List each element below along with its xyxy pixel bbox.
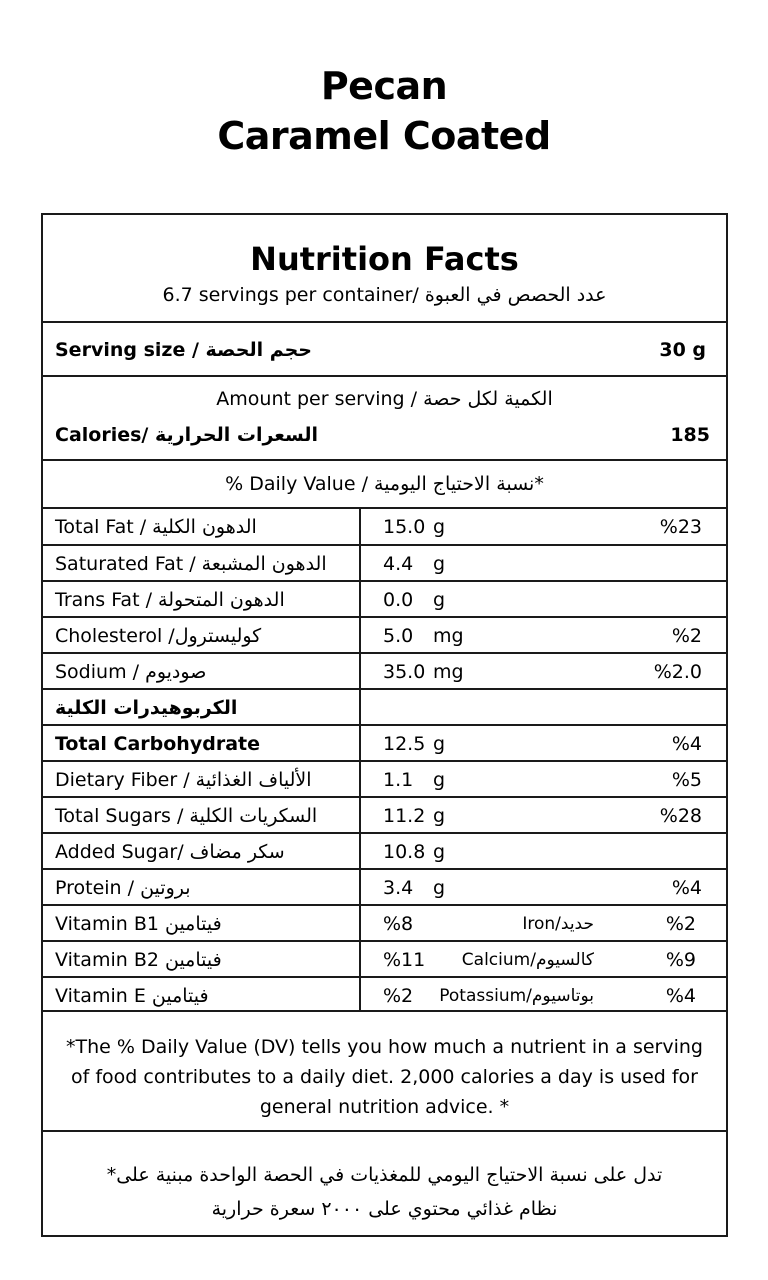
calories-section xyxy=(43,377,726,461)
vitamin-name: Vitamin B2 فيتامين xyxy=(55,949,222,971)
nutrient-unit: g xyxy=(433,805,446,827)
mineral-daily-value: %9 xyxy=(665,949,696,971)
nutrition-header xyxy=(43,215,726,323)
nutrient-name: Added Sugar/ سكر مضاف xyxy=(55,841,285,863)
nutrient-name: Cholesterol /كوليسترول xyxy=(55,625,262,647)
serving-size-label: Serving size / حجم الحصة xyxy=(55,339,313,361)
nutrient-unit: g xyxy=(433,516,446,538)
serving-size-row xyxy=(43,323,726,377)
vitamin-row xyxy=(43,906,726,942)
nutrient-row xyxy=(43,546,726,582)
serving-size-value: 30 g xyxy=(659,339,706,361)
nutrient-unit: g xyxy=(433,589,446,611)
nutrient-row xyxy=(43,726,726,762)
nutrient-name: Total Fat / الدهون الكلية xyxy=(55,516,257,538)
nutrient-unit: g xyxy=(433,769,446,791)
nutrient-amount: 10.8 xyxy=(383,841,426,863)
nutrient-daily-value: %2 xyxy=(671,625,702,647)
nutrient-row xyxy=(43,762,726,798)
product-title-line2: Caramel Coated xyxy=(217,114,551,158)
nutrient-name: Sodium / صوديوم xyxy=(55,661,207,683)
footnote-arabic xyxy=(63,1158,706,1226)
calories-label: Calories/ السعرات الحرارية xyxy=(55,424,318,446)
vitamin-row xyxy=(43,978,726,1012)
product-title-line1: Pecan xyxy=(320,64,448,108)
nutrient-unit: mg xyxy=(433,625,464,647)
nutrient-daily-value: %28 xyxy=(659,805,702,827)
nutrient-unit: g xyxy=(433,733,446,755)
mineral-name: Iron/حديد xyxy=(522,914,594,934)
nutrient-amount: 0.0 xyxy=(383,589,414,611)
nutrient-row xyxy=(43,798,726,834)
mineral-name: Calcium/كالسيوم xyxy=(461,950,594,970)
nutrient-row xyxy=(43,654,726,690)
nutrient-name: Total Carbohydrate xyxy=(55,733,260,755)
vitamin-daily-value: %2 xyxy=(383,985,414,1007)
vitamin-row xyxy=(43,942,726,978)
nutrient-daily-value: %5 xyxy=(671,769,702,791)
footnote-english-section xyxy=(43,1012,726,1132)
nutrition-facts-title: Nutrition Facts xyxy=(250,240,519,278)
nutrient-row xyxy=(43,618,726,654)
nutrient-amount: 1.1 xyxy=(383,769,414,791)
nutrient-amount: 5.0 xyxy=(383,625,414,647)
nutrient-unit: g xyxy=(433,841,446,863)
nutrient-daily-value: %23 xyxy=(659,516,702,538)
footnote-arabic-line1: تدل على نسبة الاحتياج اليومي للمغذيات في الحصة الواحدة مبنية على* xyxy=(106,1164,663,1186)
nutrient-unit: g xyxy=(433,553,446,575)
nutrient-row xyxy=(43,582,726,618)
vitamin-daily-value: %8 xyxy=(383,913,414,935)
nutrient-name: Saturated Fat / الدهون المشبعة xyxy=(55,553,327,575)
mineral-name: Potassium/بوتاسيوم xyxy=(439,986,594,1006)
nutrient-name: Total Sugars / السكريات الكلية xyxy=(55,805,318,827)
nutrient-unit: mg xyxy=(433,661,464,683)
footnote-arabic-line2: نظام غذائي محتوي على ٢٠٠٠ سعرة حرارية xyxy=(211,1198,558,1220)
nutrient-daily-value: %2.0 xyxy=(653,661,702,683)
nutrient-amount: 4.4 xyxy=(383,553,414,575)
nutrition-facts-panel xyxy=(41,213,728,1237)
nutrient-name: Protein / بروتين xyxy=(55,877,191,899)
nutrient-name: Dietary Fiber / الألياف الغذائية xyxy=(55,769,312,791)
nutrient-row xyxy=(43,870,726,906)
nutrient-row xyxy=(43,834,726,870)
nutrient-amount: 35.0 xyxy=(383,661,426,683)
vitamin-name: Vitamin B1 فيتامين xyxy=(55,913,222,935)
nutrient-amount: 3.4 xyxy=(383,877,414,899)
nutrient-amount: 15.0 xyxy=(383,516,426,538)
nutrient-row xyxy=(43,509,726,546)
mineral-daily-value: %2 xyxy=(665,913,696,935)
footnote-arabic-section xyxy=(43,1132,726,1235)
vitamin-daily-value: %11 xyxy=(383,949,426,971)
calories-value: 185 xyxy=(670,424,710,446)
footnote-english: *The % Daily Value (DV) tells you how much a nutrient in a serving of food contributes to a daily diet. 2,000 calories a day is used for general nutrition advice. * xyxy=(66,1036,703,1118)
daily-value-header-row xyxy=(43,461,726,509)
daily-value-header: % Daily Value / نسبة الاحتياج اليومية* xyxy=(225,473,544,495)
nutrient-name: الكربوهيدرات الكلية xyxy=(55,697,238,719)
servings-per-container: 6.7 servings per container/ عدد الحصص في العبوة xyxy=(162,284,607,306)
nutrient-unit: g xyxy=(433,877,446,899)
mineral-daily-value: %4 xyxy=(665,985,696,1007)
vitamin-name: Vitamin E فيتامين xyxy=(55,985,209,1007)
nutrient-name: Trans Fat / الدهون المتحولة xyxy=(55,589,285,611)
nutrient-daily-value: %4 xyxy=(671,733,702,755)
amount-per-serving: Amount per serving / الكمية لكل حصة xyxy=(216,388,553,410)
nutrient-amount: 12.5 xyxy=(383,733,426,755)
nutrient-row xyxy=(43,690,726,726)
nutrient-daily-value: %4 xyxy=(671,877,702,899)
nutrient-amount: 11.2 xyxy=(383,805,426,827)
